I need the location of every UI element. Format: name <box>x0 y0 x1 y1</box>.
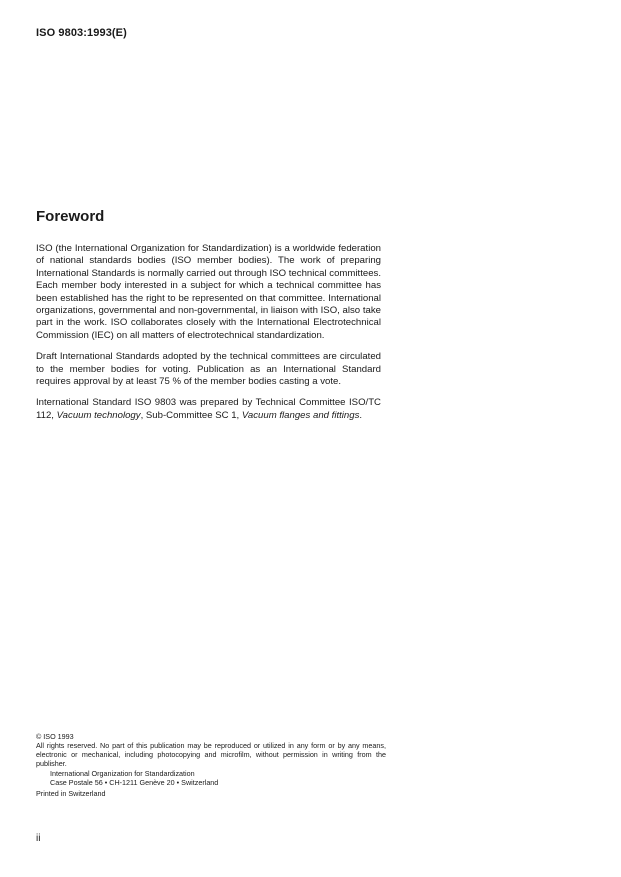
printed-in: Printed in Switzerland <box>36 789 106 799</box>
copyright-block <box>36 733 386 799</box>
paragraph-3-italic-a: Vacuum technology <box>56 409 141 421</box>
foreword-paragraph-3 <box>36 397 381 422</box>
foreword-title: Foreword <box>36 208 105 225</box>
publisher-info <box>50 770 386 788</box>
publisher-name: International Organization for Standardization <box>50 768 195 778</box>
paragraph-3-text-a: International Standard ISO 9803 was prepared by Technical Committee ISO/TC 112, <box>36 397 381 421</box>
paragraph-3-text-c: . <box>359 409 363 421</box>
document-id: ISO 9803:1993(E) <box>36 27 127 39</box>
publisher-address: Case Postale 56 • CH-1211 Genève 20 • Switzerland <box>50 777 219 787</box>
foreword-body <box>36 243 381 431</box>
copyright-notice: © ISO 1993 <box>36 732 74 741</box>
page-number: ii <box>36 833 41 844</box>
paragraph-3-italic-b: Vacuum flanges and fittings <box>241 409 360 421</box>
paragraph-3-text-b: , Sub-Committee SC 1, <box>140 409 242 421</box>
foreword-paragraph-1: ISO (the International Organization for Standardization) is a worldwide federation of national standards bodies (ISO member bodies). The work of preparing International Standards is normally carried out through ISO technical committees. Each member body interested in a subject for which a technical committee has been established has the right to be represented on that committee. International organizations, governmental and non-governmental, in liaison with ISO, also take part in the work. ISO collaborates closely with the International Electrotechnical Commission (IEC) on all matters of electrotechnical standardization. <box>36 243 382 341</box>
foreword-paragraph-2: Draft International Standards adopted by the technical committees are circulated to the member bodies for voting. Publication as an International Standard requires approval by at least 75 % of the member bodies casting a vote. <box>36 351 381 388</box>
copyright-rights: All rights reserved. No part of this publication may be reproduced or utilized in any form or by any means, electronic or mechanical, including photocopying and microfilm, without permission in writing from the publisher. <box>36 740 386 768</box>
